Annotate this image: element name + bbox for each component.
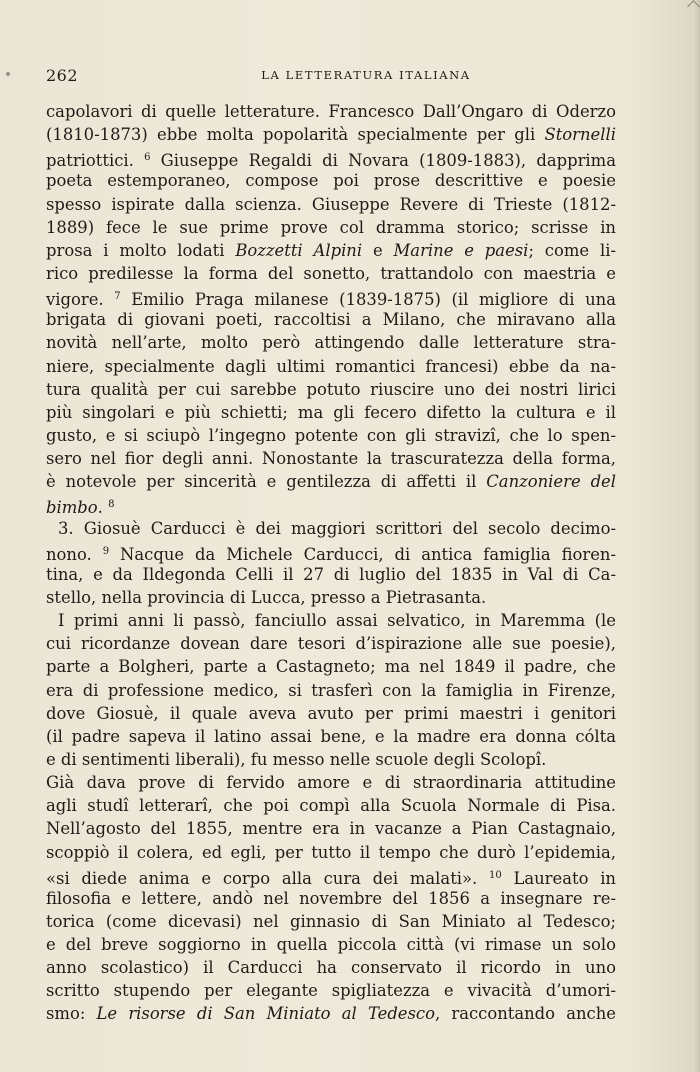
text-run: . <box>97 498 109 518</box>
text-run: gusto, e si sciupò l’ingegno potente con gli stravizî, che lo spen- <box>46 425 616 445</box>
text-line <box>46 169 616 192</box>
text-line <box>46 887 616 910</box>
text-line <box>46 563 616 586</box>
body-text <box>46 100 616 1026</box>
text-line <box>46 609 616 632</box>
text-line <box>46 331 616 354</box>
text-line <box>46 817 616 840</box>
text-run: agli studî letterarî, che poi compì alla Scuola Normale di Pisa. <box>46 796 616 816</box>
text-run: Nell’agosto del 1855, mentre era in vacanze a Pian Castagnaio, <box>46 819 616 839</box>
text-run: tina, e da Ildegonda Celli il 27 di luglio del 1835 in Val di Ca- <box>46 564 616 584</box>
text-run: «si diede anima e corpo alla cura dei malati». <box>46 868 489 888</box>
text-run: anno scolastico) il Carducci ha conservato il ricordo in uno <box>46 958 616 978</box>
text-run: parte a Bolgheri, parte a Castagneto; ma nel 1849 il padre, che <box>46 657 616 677</box>
text-line <box>46 748 616 771</box>
text-run: 1889) fece le sue prime prove col dramma storico; scrisse in <box>46 217 616 237</box>
text-run: Giuseppe Regaldi di Novara (1809-1883), dapprima <box>150 151 616 171</box>
text-run: e <box>362 240 394 260</box>
text-run: , raccontando anche <box>434 1004 616 1024</box>
text-line <box>46 841 616 864</box>
text-run: più singolari e più schietti; ma gli fecero difetto la cultura e il <box>46 402 616 422</box>
page-edge <box>693 0 700 1072</box>
text-run: ; come li- <box>528 240 616 260</box>
text-line <box>46 1002 616 1025</box>
italic-title: Le risorse di San Miniato al Tedesco <box>96 1004 435 1024</box>
text-line <box>46 910 616 933</box>
text-run: Laureato in <box>501 868 616 888</box>
text-run: tura qualità per cui sarebbe potuto riuscire uno dei nostri lirici <box>46 379 616 399</box>
italic-title: Bozzetti Alpini <box>235 240 363 260</box>
text-run: torica (come dicevasi) nel ginnasio di San Miniato al Tedesco; <box>46 911 616 931</box>
text-run: I primi anni li passò, fanciullo assai selvatico, in Maremma (le <box>58 611 616 631</box>
text-line <box>46 794 616 817</box>
text-run: patriottici. <box>46 151 145 171</box>
text-line <box>46 956 616 979</box>
text-line <box>46 470 616 493</box>
text-run: e del breve soggiorno in quella piccola città (vi rimase un solo <box>46 935 616 955</box>
text-line <box>46 100 616 123</box>
text-run: rico predilesse la forma del sonetto, trattandolo con maestria e <box>46 263 616 283</box>
text-line <box>46 216 616 239</box>
italic-title: Marine e paesi <box>393 240 529 260</box>
text-run: Emilio Praga milanese (1839-1875) (il migliore di una <box>120 290 616 310</box>
text-run: Già dava prove di fervido amore e di straordinaria attitudine <box>46 773 616 793</box>
text-line <box>46 493 616 516</box>
text-run: (1810-1873) ebbe molta popolarità specialmente per gli <box>46 125 545 145</box>
italic-title: bimbo <box>46 498 98 518</box>
text-run: spesso ispirate dalla scienza. Giuseppe Revere di Trieste (1812- <box>46 194 616 214</box>
text-line <box>46 702 616 725</box>
text-line <box>46 586 616 609</box>
text-run: sero nel fior degli anni. Nonostante la trascuratezza della forma, <box>46 449 616 469</box>
text-run: prosa i molto lodati <box>46 240 236 260</box>
text-run: vigore. <box>46 290 115 310</box>
text-run: filosofia e lettere, andò nel novembre del 1856 a insegnare re- <box>46 888 616 908</box>
text-run: stello, nella provincia di Lucca, presso a Pietrasanta. <box>46 587 487 607</box>
text-line <box>46 193 616 216</box>
text-line <box>46 308 616 331</box>
text-line <box>46 864 616 887</box>
italic-title: Stornelli <box>544 125 616 145</box>
text-line <box>46 262 616 285</box>
footnote-ref: 6 <box>144 152 151 164</box>
margin-dot-icon <box>6 72 10 76</box>
text-run: era di professione medico, si trasferì con la famiglia in Firenze, <box>46 680 616 700</box>
footnote-ref: 7 <box>114 291 121 303</box>
text-line <box>46 355 616 378</box>
text-run: (il padre sapeva il latino assai bene, e la madre era donna cólta <box>46 726 616 746</box>
text-run: scoppiò il colera, ed egli, per tutto il tempo che durò l’epidemia, <box>46 842 616 862</box>
text-run: è notevole per sincerità e gentilezza di affetti il <box>46 472 487 492</box>
text-line <box>46 540 616 563</box>
text-line <box>46 378 616 401</box>
text-run: brigata di giovani poeti, raccoltisi a Milano, che miravano alla <box>46 310 616 330</box>
text-run: 3. Giosuè Carducci è dei maggiori scrittori del secolo decimo- <box>58 518 616 538</box>
text-run: nono. <box>46 544 103 564</box>
text-run: scritto stupendo per elegante spigliatezza e vivacità d’umori- <box>46 981 616 1001</box>
footnote-ref: 9 <box>102 545 110 557</box>
text-line <box>46 239 616 262</box>
text-run: novità nell’arte, molto però attingendo dalle letterature stra- <box>46 333 616 353</box>
footnote-ref: 10 <box>489 869 502 881</box>
text-run: niere, specialmente dagli ultimi romantici francesi) ebbe da na- <box>46 356 616 376</box>
text-line <box>46 123 616 146</box>
text-line <box>46 632 616 655</box>
text-line <box>46 679 616 702</box>
text-line <box>46 285 616 308</box>
text-run: e di sentimenti liberali), fu messo nelle scuole degli Scolopî. <box>46 749 547 769</box>
text-run: Nacque da Michele Carducci, di antica famiglia fioren- <box>109 544 616 564</box>
text-line <box>46 933 616 956</box>
page-number: 262 <box>46 66 79 85</box>
text-line <box>46 424 616 447</box>
running-title: LA LETTERATURA ITALIANA <box>261 68 471 82</box>
text-run: cui ricordanze dovean dare tesori d’ispirazione alle sue poesie), <box>46 634 616 654</box>
text-run: poeta estemporaneo, compose poi prose descrittive e poesie <box>46 171 616 191</box>
text-run: dove Giosuè, il quale aveva avuto per primi maestri i genitori <box>46 703 616 723</box>
text-line <box>46 725 616 748</box>
text-line <box>46 447 616 470</box>
footnote-ref: 8 <box>108 499 115 511</box>
text-line <box>46 146 616 169</box>
text-line <box>46 771 616 794</box>
text-line <box>46 401 616 424</box>
text-line <box>46 979 616 1002</box>
text-run: capolavori di quelle letterature. Francesco Dall’Ongaro di Oderzo <box>46 102 616 121</box>
text-line <box>46 655 616 678</box>
italic-title: Canzoniere del <box>486 472 617 492</box>
text-run: smo: <box>46 1004 97 1024</box>
text-line <box>46 517 616 540</box>
page-header <box>46 66 616 88</box>
